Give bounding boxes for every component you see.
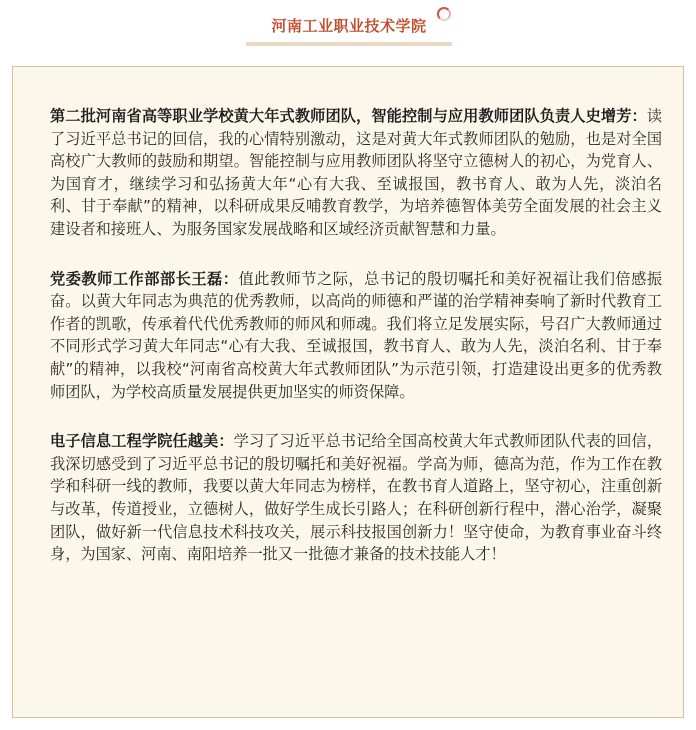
header <box>246 8 452 46</box>
paragraph-shi-zengfang <box>50 105 662 241</box>
content-panel <box>12 66 684 718</box>
speaker-label: 第二批河南省高等职业学校黄大年式教师团队，智能控制与应用教师团队负责人史增芳： <box>50 107 647 125</box>
paragraph-text: 值此教师节之际，总书记的殷切嘱托和美好祝福让我们倍感振奋。以黄大年同志为典范的优秀教师，以高尚的师德和严谨的治学精神奏响了新时代教育工作者的凯歌，传承着代代优秀教师的师风和师魂。我们将立足发展实际，号召广大教师通过不同形式学习黄大年同志“心有大我、至诚报国，教书育人、敢为人先，淡泊名利、甘于奉献”的精神，以我校“河南省高校黄大年式教师团队”为示范引领，打造建设出更多的优秀教师团队，为学校高质量发展提供更加坚实的师资保障。 <box>50 269 663 401</box>
header-title: 河南工业职业技术学院 <box>271 17 427 35</box>
paragraph-ren-yuemei <box>50 430 662 566</box>
article-body <box>50 105 662 593</box>
paragraph-text: 读了习近平总书记的回信，我的心情特别激动，这是对黄大年式教师团队的勉励，也是对全国高校广大教师的鼓励和期望。智能控制与应用教师团队将坚守立德树人的初心，为党育人、为国育才，继续学习和弘扬黄大年“心有大我、至诚报国，教书育人、敢为人先，淡泊名利、甘于奉献”的精神，以科研成果反哺教育教学，为培养德智体美劳全面发展的社会主义建设者和接班人、为服务国家发展战略和区域经济贡献智慧和力量。 <box>50 107 662 238</box>
ring-icon <box>437 7 451 21</box>
header-underline <box>246 42 452 46</box>
paragraph-text: 学习了习近平总书记给全国高校黄大年式教师团队代表的回信，我深切感受到了习近平总书记的殷切嘱托和美好祝福。学高为师，德高为范，作为工作在教学和科研一线的教师，我要以黄大年同志为榜样，在教书育人道路上，坚守初心，注重创新与改革，传道授业，立德树人，做好学生成长引路人；在科研创新行程中，潜心治学，凝聚团队，做好新一代信息技术科技攻关，展示科技报国创新力！坚守使命，为教育事业奋斗终身，为国家、河南、南阳培养一批又一批德才兼备的技术技能人才！ <box>50 432 663 564</box>
speaker-label: 电子信息工程学院任越美： <box>50 432 234 451</box>
paragraph-wang-lei <box>50 268 662 404</box>
speaker-label: 党委教师工作部部长王磊： <box>50 269 239 288</box>
